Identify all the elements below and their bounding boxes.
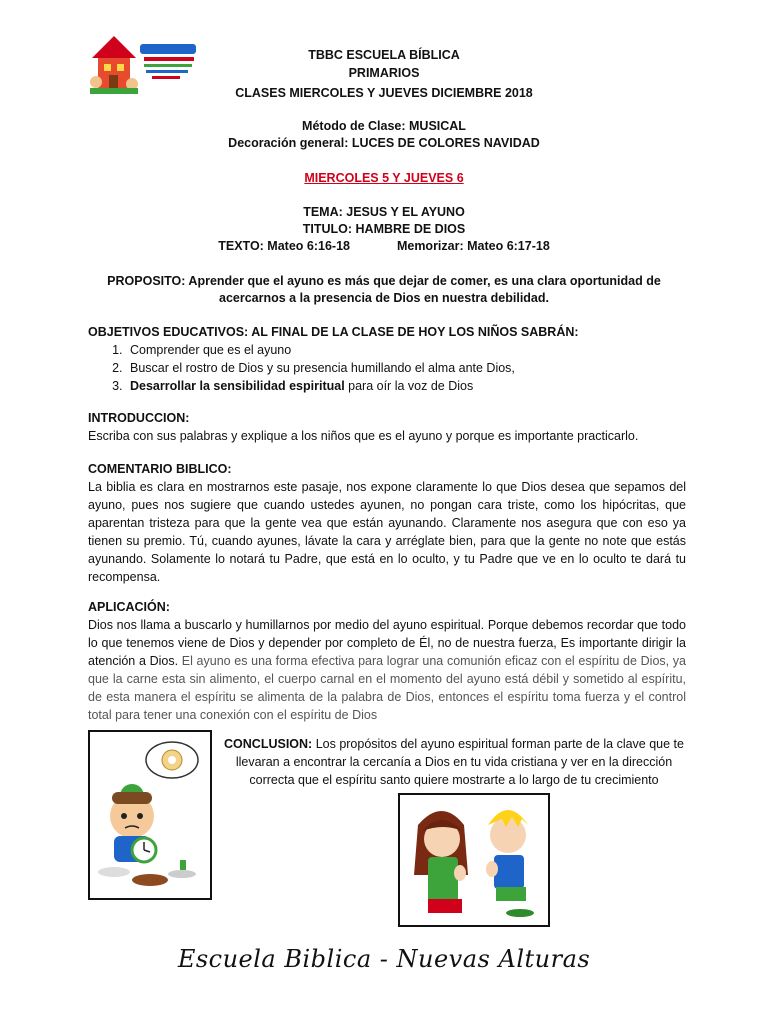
class-method: Método de Clase: MUSICAL bbox=[302, 119, 466, 133]
bible-text: TEXTO: Mateo 6:16-18 bbox=[218, 239, 350, 253]
objectives-title: OBJETIVOS EDUCATIVOS: AL FINAL DE LA CLASE DE HOY LOS NIÑOS SABRÁN: bbox=[88, 325, 579, 339]
application-section bbox=[88, 598, 686, 724]
conclusion-line-1-text: Los propósitos del ayuno espiritual forman parte de la clave que te bbox=[312, 737, 684, 751]
application-text bbox=[88, 616, 686, 724]
lesson-theme: TEMA: JESUS Y EL AYUNO bbox=[303, 205, 465, 219]
lesson-dates-text: MIERCOLES 5 Y JUEVES 6 bbox=[304, 171, 464, 185]
commentary-text: La biblia es clara en mostrarnos este pasaje, nos expone claramente lo que Dios desea que sepamos del ayuno, pues nos sugiere que cuando ustedes ayunen, no pongan cara triste, como los hipócritas, que aparentan tristeza para que la gente vea que están ayunando. Claramente nos asegura que con eso ya tienen su premio. Tú, cuando ayunes, lávate la cara y arréglate bien, para que la gente no note que estás ayunando. Solamente lo notará tu Padre, que está en lo oculto, y tu Padre que ve en lo oculto te dará tu recompensa. bbox=[88, 480, 686, 584]
conclusion-section bbox=[222, 735, 686, 789]
objectives-section bbox=[88, 323, 686, 395]
commentary-section bbox=[88, 460, 686, 586]
objectives-list bbox=[88, 341, 686, 395]
lesson-text-refs bbox=[0, 238, 768, 255]
fasting-child-image bbox=[88, 730, 212, 900]
commentary-title: COMENTARIO BIBLICO: bbox=[88, 462, 232, 476]
introduction-title: INTRODUCCION: bbox=[88, 411, 190, 425]
application-main-text: Dios nos llama a buscarlo y humillarnos por medio del ayuno espiritual. Porque debemos recordar que todo lo que tenemos viene de Dios y depender por completo de Él, no de nuestra fuerza, Es importante dirigir la atención a Dios. bbox=[88, 618, 686, 668]
purpose-line-2: acercarnos a la presencia de Dios en nuestra debilidad. bbox=[219, 291, 549, 305]
praying-children-illustration-icon bbox=[400, 795, 548, 925]
objective-item: 2. Buscar el rostro de Dios y su presencia humillando el alma ante Dios, bbox=[126, 359, 686, 377]
header-line-1: TBBC ESCUELA BÍBLICA bbox=[308, 48, 460, 62]
conclusion-line-1 bbox=[222, 735, 686, 753]
objective-item: 1. Comprender que es el ayuno bbox=[126, 341, 686, 359]
conclusion-line-2: llevaran a encontrar la cercanía a Dios en tu vida cristiana y ver en la dirección bbox=[235, 755, 673, 769]
introduction-section bbox=[88, 409, 686, 445]
lesson-title: TITULO: HAMBRE DE DIOS bbox=[302, 222, 466, 236]
application-grey-text: El ayuno es una forma efectiva para lograr una comunión eficaz con el espíritu de Dios, ya que la carne esta sin alimento, el cuerpo carnal en el momento del ayuno está débil y sometido al espíritu, de esta manera el espíritu se alimenta de la palabra de Dios, entonces el espíritu toma fuerza y el control total para tener una conexión con el espíritu de Dios bbox=[88, 654, 687, 722]
fasting-child-illustration-icon bbox=[90, 732, 210, 898]
introduction-text: Escriba con sus palabras y explique a los niños que es el ayuno y porque es importante practicarlo. bbox=[88, 429, 639, 443]
conclusion-line-3: correcta que el espíritu santo quiere mostrarte a lo largo de tu crecimiento bbox=[249, 773, 659, 787]
objective-bold-text: Desarrollar la sensibilidad espiritual bbox=[130, 379, 345, 393]
objective-item bbox=[126, 377, 686, 395]
header-line-2: PRIMARIOS bbox=[348, 66, 420, 80]
general-decoration: Decoración general: LUCES DE COLORES NAVIDAD bbox=[228, 136, 540, 150]
footer-signature: Escuela Biblica - Nuevas Alturas bbox=[177, 945, 591, 973]
memory-verse: Memorizar: Mateo 6:17-18 bbox=[396, 239, 550, 253]
purpose-line-1: PROPOSITO: Aprender que el ayuno es más que dejar de comer, es una clara oportunidad de bbox=[107, 274, 661, 288]
header-line-3: CLASES MIERCOLES Y JUEVES DICIEMBRE 2018 bbox=[235, 86, 533, 100]
lesson-dates bbox=[0, 170, 768, 187]
objective-rest-text: para oír la voz de Dios bbox=[344, 379, 474, 393]
praying-children-image bbox=[398, 793, 550, 927]
conclusion-title: CONCLUSION: bbox=[224, 737, 313, 751]
application-title: APLICACIÓN: bbox=[88, 600, 170, 614]
